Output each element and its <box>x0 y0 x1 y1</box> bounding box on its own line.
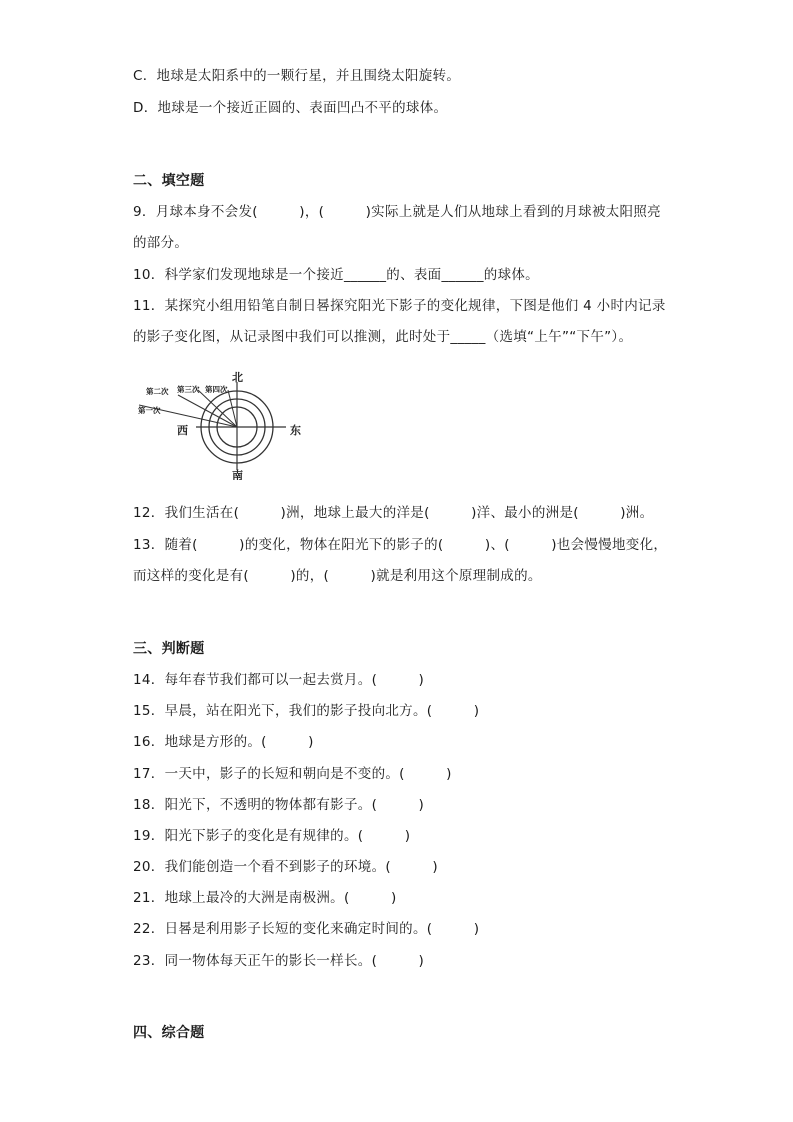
label-north: 北 <box>232 371 243 384</box>
question-12: 12．我们生活在( )洲，地球上最大的洋是( )洋、最小的洲是( )洲。 <box>133 505 654 521</box>
label-west: 西 <box>177 424 188 437</box>
question-21: 21．地球上最冷的大洲是南极洲。( ) <box>133 890 397 906</box>
label-east: 东 <box>290 424 301 437</box>
label-second-record: 第二次 <box>146 387 169 396</box>
question-17: 17．一天中，影子的长短和朝向是不变的。( ) <box>133 766 452 782</box>
question-23: 23．同一物体每天正午的影长一样长。( ) <box>133 953 425 969</box>
question-20: 20．我们能创造一个看不到影子的环境。( ) <box>133 859 438 875</box>
label-first-record: 第一次 <box>138 406 161 415</box>
question-22: 22．日晷是利用影子长短的变化来确定时间的。( ) <box>133 921 480 937</box>
question-13-line1: 13．随着( )的变化，物体在阳光下的影子的( )、( )也会慢慢地变化， <box>133 537 668 553</box>
question-11-line2: 的影子变化图，从记录图中我们可以推测，此时处于_____（选填“上午”“下午”）。 <box>133 329 633 345</box>
label-third-record: 第三次 <box>177 385 200 394</box>
label-south: 南 <box>232 469 243 480</box>
section-heading-fill: 二、填空题 <box>133 173 205 189</box>
question-10: 10．科学家们发现地球是一个接近______的、表面______的球体。 <box>133 267 539 283</box>
question-13-line2: 而这样的变化是有( )的，( )就是利用这个原理制成的。 <box>133 568 542 584</box>
question-9-line1: 9．月球本身不会发( )，( )实际上就是人们从地球上看到的月球被太阳照亮 <box>133 204 661 220</box>
section-heading-judge: 三、判断题 <box>133 641 205 657</box>
question-11-line1: 11．某探究小组用铅笔自制日晷探究阳光下影子的变化规律，下图是他们 4 小时内记录 <box>133 298 666 314</box>
section-heading-comprehensive: 四、综合题 <box>133 1025 205 1041</box>
question-15: 15．早晨，站在阳光下，我们的影子投向北方。( ) <box>133 703 480 719</box>
option-d: D．地球是一个接近正圆的、表面凹凸不平的球体。 <box>133 100 448 116</box>
label-fourth-record: 第四次 <box>205 385 228 394</box>
question-16: 16．地球是方形的。( ) <box>133 734 314 750</box>
option-c: C．地球是太阳系中的一颗行星，并且围绕太阳旋转。 <box>133 68 461 84</box>
sundial-shadow-figure <box>136 368 308 480</box>
question-14: 14．每年春节我们都可以一起去赏月。( ) <box>133 672 425 688</box>
question-19: 19．阳光下影子的变化是有规律的。( ) <box>133 828 411 844</box>
question-9-line2: 的部分。 <box>133 235 189 251</box>
question-18: 18．阳光下，不透明的物体都有影子。( ) <box>133 797 425 813</box>
